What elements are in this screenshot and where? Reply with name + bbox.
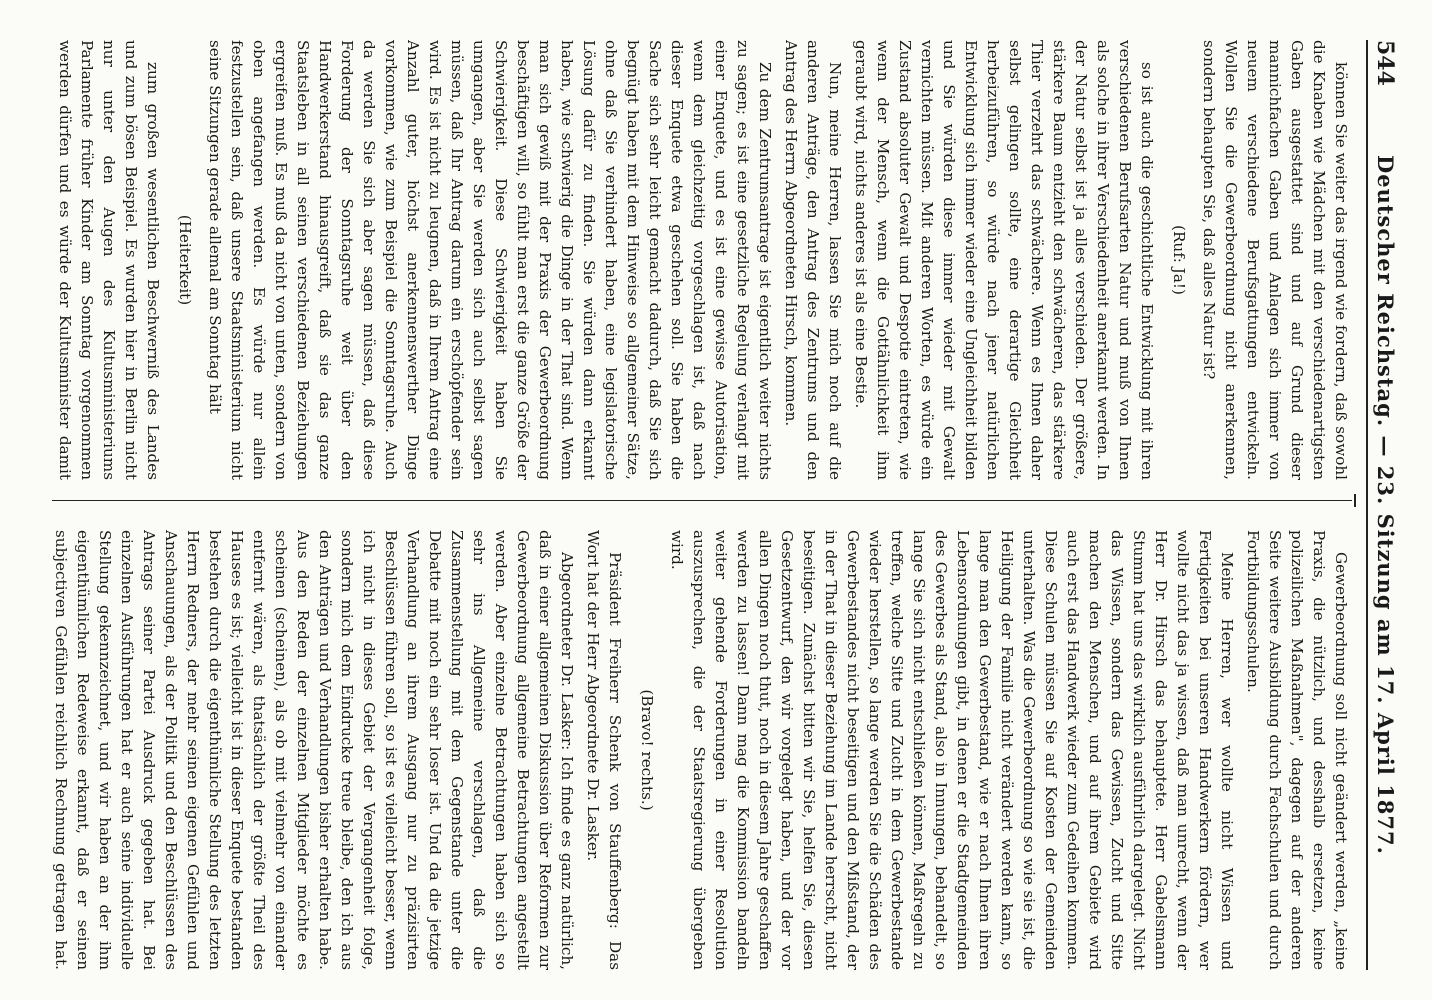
paragraph: Meine Herren, wer wollte nicht Wissen und Fertigkeiten bei unseren Handwerkern fördern, wer wollte nicht das ja wissen, daß man unrecht, wenn der Herr Dr. Hirsch das behauptete. Herr Gabelsmann Stumm hat uns das wirklich ausführlich dargelegt. Nicht das Wissen, sondern das Gewissen, Zucht und Sitte machen den Menschen, und auf ihrem Gebiete wird auch erst das Handwerk wieder zum Gedeihen kommen. Diese Schulen müssen Sie auf Kosten der Gemeinden unterhalten. Was die Gewerbeordnung so wie sie ist, die Heiligung der Familie nicht verändert werden kann, so lange man den Gewerbestand, wie er nach Ihnen ihren Lebensordnungen gibt, in denen er die Stadtgemeinden des Gewerbes als Stand, also in Innungen, behandelt, so lange Sie sich nicht entschließen können, Maßregeln zu treffen, welche Sitte und Zucht in dem Gewerbestande wieder herstellen, so lange werden Sie die Schäden des Gewerbestandes nicht beseitigen und den Mißstand, der in der That in dieser Beziehung im Lande herrscht, nicht beseitigen. Zunächst bitten wir Sie, helfen Sie, diesen Gesetzentwurf, den wir vorgelegt haben, und der vor allen Dingen noch thut, noch in diesem Jahre geschaffen werden zu lassen! Dann mag die Kommission bandeln weiter gehende Forderungen in einer Resolution auszusprechen, die der Staatsregierung übergeben wird. xyxy=(668,530,1236,970)
president-line: Präsident Freiherr Schenk von Stauffenberg: Das Wort hat der Herr Abgeordnete Dr. Lasker. xyxy=(584,530,624,970)
paragraph: Gewerbeordnung soll nicht geändert werden, „keine Praxis, die nützlich, und desshalb ersetzen, keine polizeilichen Maßnahmen", dagegen auf der anderen Seite weitere Ausbildung durch Fachschulen und durch Fortbildungsschulen. xyxy=(1244,530,1350,970)
paragraph: Zu dem Zentrumsantrage ist eigentlich weiter nichts zu sagen; es ist eine gesetzliche Regelung verlangt mit einer Enquete, und es ist eine gewisse Autorisation, wenn dem gleichzeitig vorgeschlagen ist, daß nach dieser Enquete etwa geschehen soll. Sie haben die Sache sich sehr leicht gemacht dadurch, daß Sie sich begnügt haben mit dem Hinweise so allgemeiner Sätze, ohne daß Sie verhindert haben, eine legislatorische Lösung dafür zu finden. Sie würden dann erkannt haben, wie schwierig die Dinge in der That sind. Wenn man sich gewiß mit der Praxis der Gewerbeordnung beschäftigen will, so fühlt man erst die ganze Größe der Schwierigkeit. Diese Schwierigkeit haben Sie umgangen, aber Sie werden sich auch selbst sagen müssen, daß Ihr Antrag darum ein erschöpfender sein wird. Es ist nicht zu leugnen, daß in Ihrem Antrag eine Anzahl guter, höchst anerkennenswerther Dinge vorkommen, wie zum Beispiel die Sonntagsruhe. Auch da werden Sie sich aber sagen müssen, daß diese Forderung der Sonntagsruhe weit über den Handwerkerstand hinausgreift, daß sie das ganze Staatsleben in all seinen verschiedenen Beziehungen ergreifen muß. Es muß da nicht von unten, sondern von oben angefangen werden. Es würde nur allein festzustellen sein, daß unsere Staatsministerium nicht seine Sitzungen gerade allemal am Sonntag hält xyxy=(206,40,774,480)
left-column xyxy=(52,40,1352,480)
page-header xyxy=(1366,40,1402,970)
interjection: (Bravo! rechts.) xyxy=(638,689,656,811)
column-divider xyxy=(52,500,1352,501)
page-number: 544 xyxy=(1372,40,1398,86)
interjection: (Heiterkeit) xyxy=(176,214,194,306)
paragraph: so ist auch die geschichtliche Entwicklung mit ihren verschiedenen Berufsarten Natur und muß von Ihnen als solche in ihrer Verschiedenheit anerkannt werden. In der Natur selbst ist ja alles verschieden. Der größere, stärkere Baum entzieht den schwächeren, das stärkere Thier verzehrt das schwächere. Wenn es Ihnen daher selbst gelingen sollte, eine derartige Gleichheit herbeizuführen, so würde nach jener natürlichen Entwicklung sich immer wieder eine Ungleichheit bilden und Sie würden diese immer wieder mit Gewalt vernichten müssen. Mit anderen Worten, es würde ein Zustand absoluter Gewalt und Despotie eintreten, wie wenn der Mensch, wenn die Gottähnlichkeit ihm geraubt wird, nichts anderes ist als eine Bestie. xyxy=(852,40,1156,480)
paragraph: Nun, meine Herren, lassen Sie mich noch auf die anderen Anträge, den Antrag des Zentrums und den Antrag des Herrn Abgeordneten Hirsch, kommen. xyxy=(782,40,844,480)
paragraph: zum großen wesentlichen Beschwerniß des Landes und zum bösen Beispiel. Es wurden hier in Berlin nicht nur unter den Augen des Kultusministeriums Parlamente früher Kinder am Sonntag vorgenommen werden dürfen und es würde der Kultusminister damit xyxy=(56,40,162,480)
interjection: (Ruf: Ja!) xyxy=(1170,225,1188,295)
paragraph: können Sie weiter das irgend wie fordern, daß sowohl die Knaben wie Mädchen mit den verschiedenartigsten Gaben ausgestattet sind und auf Grund dieser mannichfachen Gaben und Anlagen sich immer von neuem verschiedene Berufsgattungen entwickeln. Wollen Sie die Gewerbeordnung nicht anerkennen, sondern behaupten Sie, daß alles Natur ist? xyxy=(1200,40,1350,480)
right-column xyxy=(52,530,1352,970)
speech-paragraph: Abgeordneter Dr. Lasker: Ich finde es ganz natürlich, daß in einer allgemeinen Diskussion über Reformen zur Gewerbeordnung allgemeine Betrachtungen angestellt werden. Aber einzelne Betrachtungen haben sich so sehr ins Allgemeine verschlagen, daß die Zusammenstellung mit dem Gegenstande unter die Debatte mit noch ein sehr loser ist. Und da die jetzige Verhandlung an ihrem Ausgang nur zu präzisirten Beschlüssen führen soll, so ist es vielleicht besser, wenn ich nicht in dieses Gebiet der Vergangenheit folge, sondern mich dem Eindrucke treue bleibe, den ich aus den Anträgen und Verhandlungen bisher erhalten habe. Aus den Reden der einzelnen Mitglieder möchte es scheinen (scheinen), als ob mit vielmehr von einander entfernt wären, als thatsächlich der größte Theil des Hauses es ist; vielleicht ist in dieser Enquete bestanden bestehen durch die eigenthümliche Stellung des letzten Herrn Redners, der mehr seinen eigenen Gefühlen und Anschauungen, als der Politik und den Beschlüssen des Antrags seiner Partei Ausdruck gegeben hat. Bei einzelnen Ausführungen hat er auch seine individuelle Stellung gekennzeichnet, und wir haben an der ihm eigenthümlichen Redeweise erkannt, daß er seinen subjectiven Gefühlen reichlich Rechnung getragen hat. xyxy=(52,530,576,970)
running-head: Deutscher Reichstag. — 23. Sitzung am 17. April 1877. xyxy=(1373,155,1398,855)
